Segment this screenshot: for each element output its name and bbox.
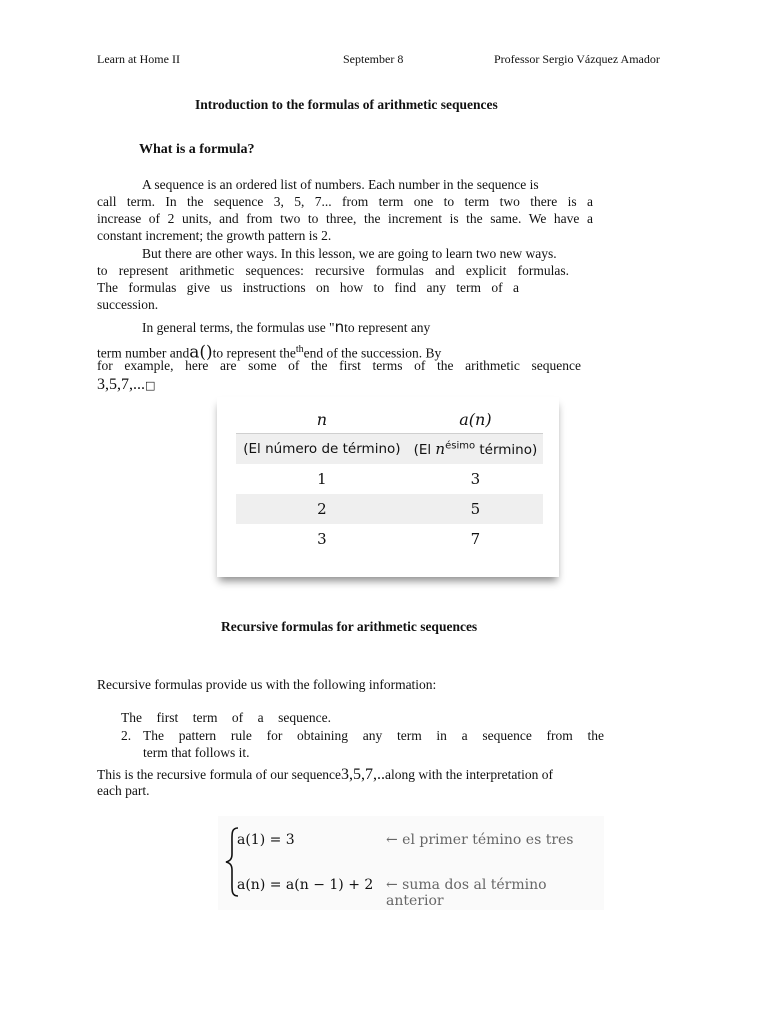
recursive-formula-intro-cont: each part. (97, 783, 150, 798)
recursive-formula-box (218, 816, 604, 910)
list-item-1: The first term of a sequence. (121, 710, 331, 725)
sequence-table-card (217, 397, 559, 577)
table-cell-n: 1 (317, 470, 327, 488)
col-n-subheader: (El número de término) (236, 434, 408, 465)
section-heading-formula: What is a formula? (139, 142, 255, 157)
recursive-intro: Recursive formulas provide us with the following information: (97, 677, 437, 692)
table-cell-an: 3 (470, 470, 481, 488)
list-item-2: The pattern rule for obtaining any term in a sequence from the (143, 728, 604, 743)
header-author: Professor Sergio Vázquez Amador (494, 52, 660, 66)
p1-line: A sequence is an ordered list of numbers. Each number in the sequence is (142, 177, 539, 192)
paragraph-2 (97, 245, 607, 313)
formula-first-term-note: ← el primer témino es tres (386, 832, 574, 848)
p1-line: increase of 2 units, and from two to three, the increment is the same. We have a (97, 211, 593, 226)
p2-line: to represent arithmetic sequences: recursive formulas and explicit formulas. (97, 263, 569, 278)
col-an-header: a(n) (459, 409, 492, 429)
table-cell-an: 7 (470, 530, 481, 548)
recursive-formula-intro: This is the recursive formula of our sequence3,5,7,..along with the interpretation of (97, 766, 553, 783)
p2-line: But there are other ways. In this lesson, we are going to learn two new ways. (142, 246, 557, 261)
sequence-example: 3,5,7,...□ (97, 376, 156, 393)
formula-recursive-rule-note: ← suma dos al término anterior (386, 877, 547, 909)
paragraph-1 (97, 176, 593, 244)
paragraph-3-line3: for example, here are some of the first terms of the arithmetic sequence (97, 358, 581, 373)
p2-line: succession. (97, 297, 159, 312)
sequence-table (236, 405, 543, 554)
paragraph-3-line1: In general terms, the formulas use "nto represent any (142, 318, 431, 336)
paragraph-3-line2: term number anda()to represent the$^{th}$end of the succession. By (97, 342, 442, 363)
table-cell-an: 5 (408, 494, 543, 524)
p1-line: call term. In the sequence 3, 5, 7... from term one to term two there is a (97, 194, 593, 209)
col-an-subheader: (El $n^{ésimo}$ término) (408, 434, 543, 465)
header-left: Learn at Home II (97, 52, 180, 66)
table-cell-n: 3 (317, 530, 327, 548)
list-item-2-number: 2. (121, 728, 132, 743)
table-cell-n: 2 (236, 494, 408, 524)
header-date: September 8 (343, 52, 404, 66)
col-n-header: n (316, 409, 328, 429)
p2-line: The formulas give us instructions on how to find any term of a (97, 280, 519, 295)
formula-recursive-rule: a(n) = a(n − 1) + 2 (237, 877, 374, 893)
section-heading-recursive: Recursive formulas for arithmetic sequences (221, 619, 478, 634)
formula-first-term: a(1) = 3 (237, 832, 295, 848)
p1-line: constant increment; the growth pattern is 2. (97, 228, 332, 243)
list-item-2-cont: term that follows it. (143, 745, 250, 760)
page-title: Introduction to the formulas of arithmetic sequences (195, 97, 498, 112)
